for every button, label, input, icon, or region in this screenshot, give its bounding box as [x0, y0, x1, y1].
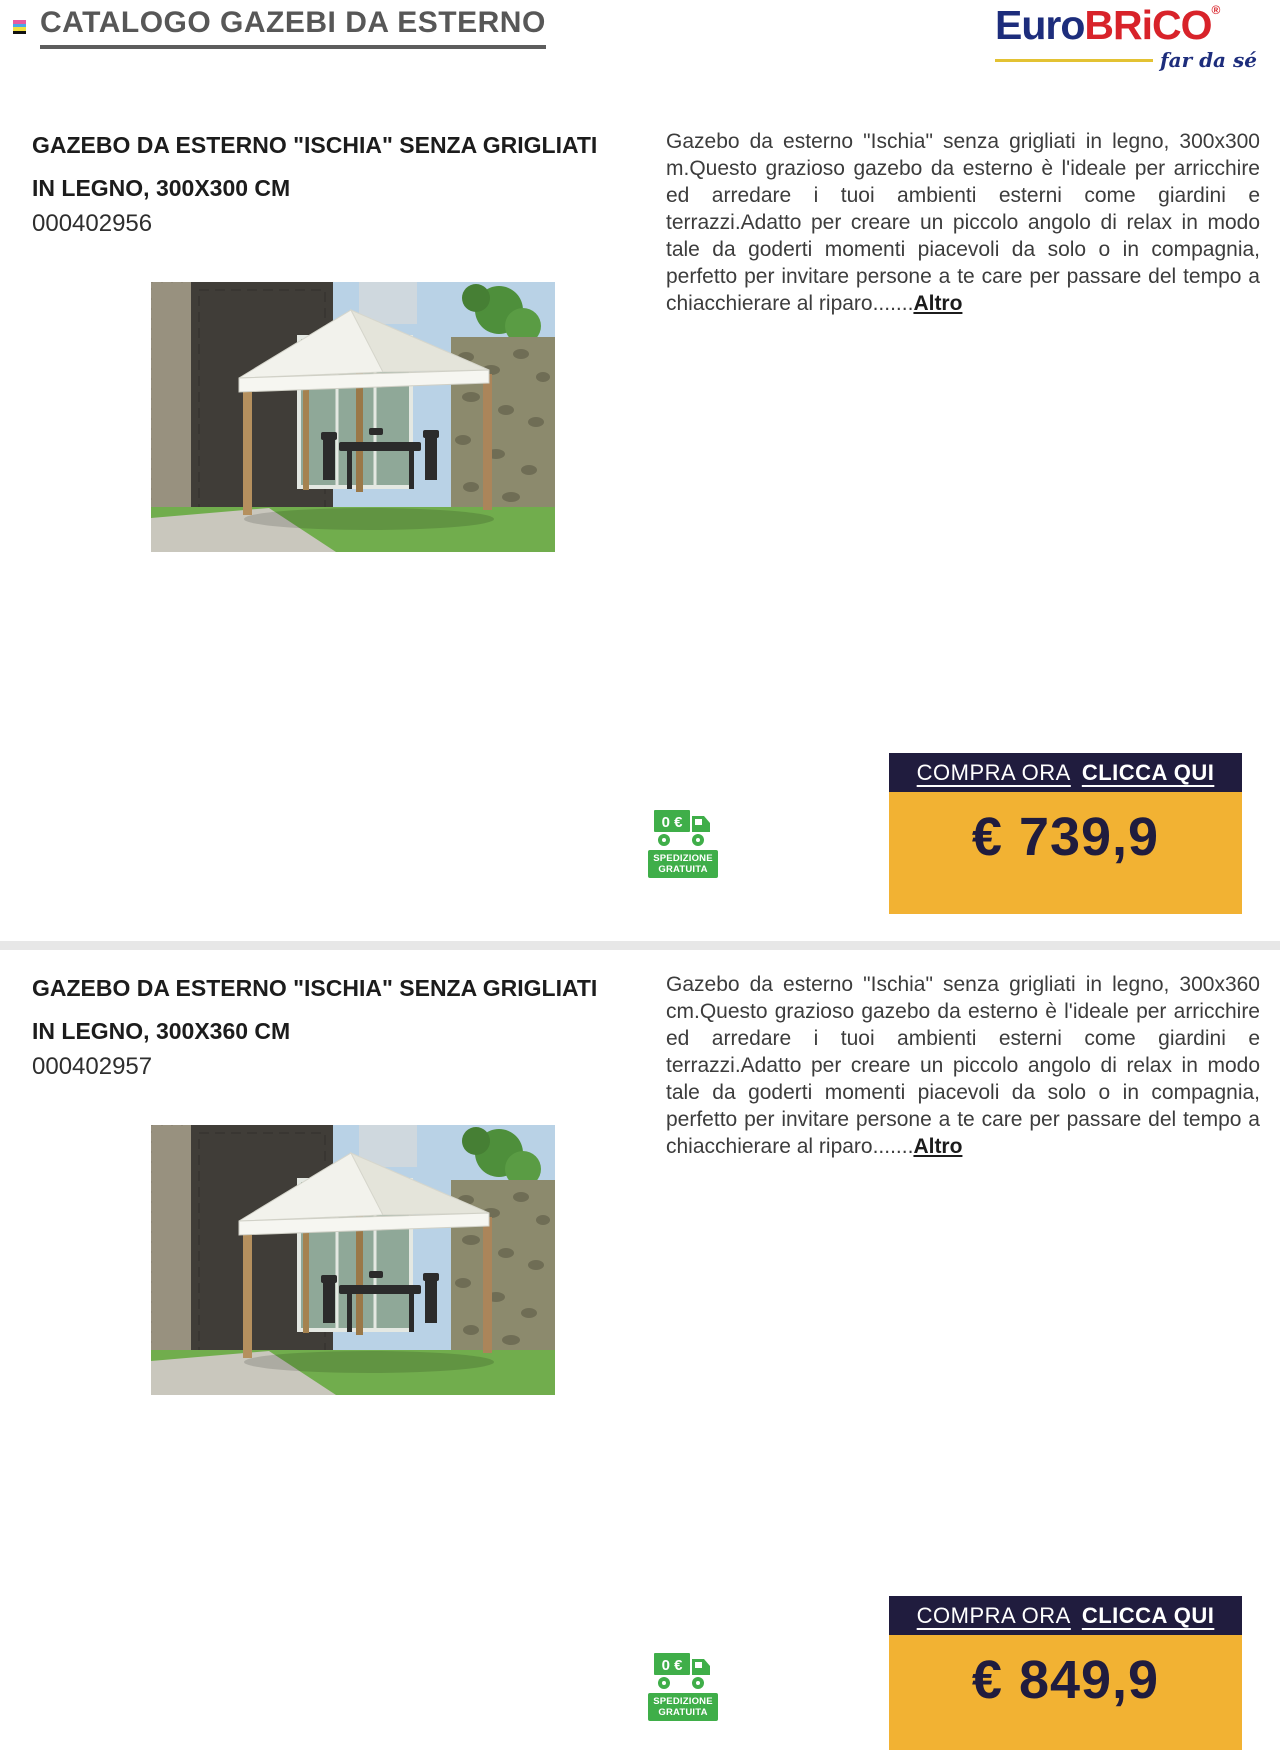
truck-icon [652, 808, 714, 848]
section-divider [0, 941, 1280, 950]
logo-euro: Euro [995, 2, 1085, 48]
buy-now-bar[interactable] [889, 753, 1242, 792]
compra-ora-label[interactable]: COMPRA ORA [916, 1602, 1071, 1628]
free-shipping-badge [648, 808, 718, 878]
product-title: GAZEBO DA ESTERNO "ISCHIA" SENZA GRIGLIATI IN LEGNO, 300X360 CM [32, 975, 598, 1044]
product-photo [151, 282, 555, 552]
shipping-label [648, 850, 718, 878]
page-title: CATALOGO GAZEBI DA ESTERNO [40, 6, 546, 49]
brand-logo-underline [995, 48, 1257, 73]
more-link[interactable]: Altro [913, 292, 963, 315]
product-photo [151, 1125, 555, 1395]
buy-now-bar[interactable] [889, 1596, 1242, 1635]
free-shipping-badge [648, 1651, 718, 1721]
more-link[interactable]: Altro [913, 1135, 963, 1158]
truck-icon [652, 1651, 714, 1691]
registered-mark-icon: ® [1211, 3, 1220, 17]
shipping-label-line2: GRATUITA [658, 1707, 708, 1718]
product-title: GAZEBO DA ESTERNO "ISCHIA" SENZA GRIGLIATI IN LEGNO, 300X300 CM [32, 132, 598, 201]
description-text: Gazebo da esterno "Ischia" senza grigliati in legno, 300x360 cm.Questo grazioso gazebo da esterno è l'ideale per arricchire ed arredare i tuoi ambienti esterni come giardini e terrazzi.Adatto per creare un piccolo angolo di relax in modo tale da goderti momenti piacevoli da solo o in compagnia, perfetto per invitare persone a te care per passare del tempo a chiacchierare al riparo....... [666, 973, 1260, 1158]
description-text: Gazebo da esterno "Ischia" senza grigliati in legno, 300x300 m.Questo grazioso gazebo da esterno è l'ideale per arricchire ed arredare i tuoi ambienti esterni come giardini e terrazzi.Adatto per creare un piccolo angolo di relax in modo tale da goderti momenti piacevoli da solo o in compagnia, perfetto per invitare persone a te care per passare del tempo a chiacchierare al riparo....... [666, 130, 1260, 315]
svg-text:0 €: 0 € [661, 1657, 683, 1674]
shipping-label-line1: SPEDIZIONE [653, 1696, 713, 1707]
logo-yellow-line [995, 59, 1153, 62]
price-box[interactable] [889, 1635, 1242, 1750]
shipping-label-line2: GRATUITA [658, 864, 708, 875]
product-code: 000402956 [32, 210, 153, 237]
cmyk-registration-mark [13, 20, 26, 34]
gazebo-shadow [244, 1351, 494, 1373]
price-tag: € 739,9 [971, 807, 1160, 867]
brand-logo [995, 2, 1257, 73]
price-box[interactable] [889, 792, 1242, 914]
price-tag: € 849,9 [971, 1650, 1160, 1710]
clicca-qui-label[interactable]: CLICCA QUI [1081, 759, 1215, 785]
shipping-label [648, 1693, 718, 1721]
logo-brico: BRiCO [1084, 2, 1212, 48]
product-card [0, 110, 1280, 955]
brand-tagline: far da sé [1160, 48, 1257, 73]
product-description [666, 971, 1260, 1160]
product-code: 000402957 [32, 1053, 153, 1080]
shipping-label-line1: SPEDIZIONE [653, 853, 713, 864]
gazebo-shadow [244, 508, 494, 530]
product-description [666, 128, 1260, 317]
svg-text:0 €: 0 € [661, 814, 683, 831]
brand-logo-text [995, 4, 1247, 47]
buy-price-block[interactable] [889, 1596, 1242, 1750]
clicca-qui-label[interactable]: CLICCA QUI [1081, 1602, 1215, 1628]
buy-price-block[interactable] [889, 753, 1242, 914]
product-card [0, 953, 1280, 1750]
compra-ora-label[interactable]: COMPRA ORA [916, 759, 1071, 785]
